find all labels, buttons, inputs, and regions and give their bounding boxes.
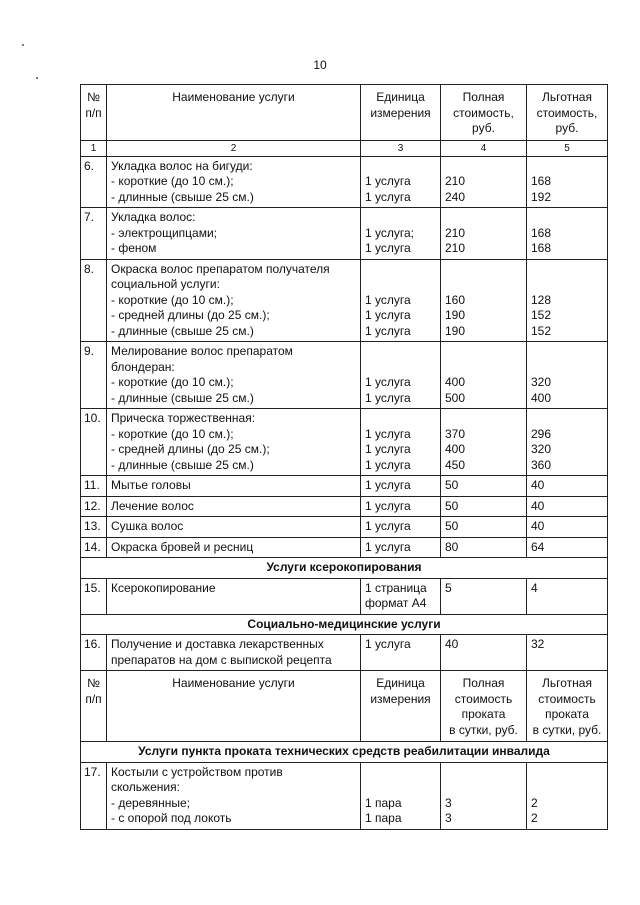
cell-line: 12. <box>84 498 101 513</box>
service-name <box>107 517 361 538</box>
cell-line: Лечение волос <box>111 498 194 513</box>
cell-line: Укладка волос: <box>111 210 196 224</box>
cell-line: 14. <box>84 539 101 554</box>
cell-line: 10. <box>84 411 101 425</box>
cell-line: 160 <box>445 292 466 307</box>
cell-line: 192 <box>531 189 552 204</box>
line-spacer <box>365 344 436 360</box>
cell-line: Мытье головы <box>111 478 191 492</box>
cell-line: 1 пара <box>365 811 402 825</box>
unit-cell <box>361 578 441 614</box>
line-spacer <box>365 210 436 226</box>
cell-line: 370 <box>445 426 466 441</box>
cell-line: № <box>87 90 100 104</box>
row-num <box>81 156 107 208</box>
cell-line: 3 <box>397 142 404 154</box>
full-price <box>441 537 527 558</box>
column-index-4 <box>441 140 527 156</box>
line-spacer <box>445 765 522 781</box>
cell-line: стоимость, <box>536 105 598 120</box>
cell-line: 1 услуга <box>365 241 411 255</box>
cell-line: 1 услуга <box>365 498 411 513</box>
line-spacer <box>531 262 603 278</box>
scan-speck <box>36 77 38 79</box>
header-unit <box>361 671 441 742</box>
line-spacer <box>365 765 436 781</box>
cell-line: 320 <box>531 375 552 389</box>
line-spacer <box>531 411 603 427</box>
cell-line: 17. <box>84 764 101 779</box>
cell-line: 1 услуга <box>365 426 411 441</box>
section-rental <box>81 742 608 763</box>
cell-line: 50 <box>445 478 459 492</box>
cell-line: Льготная <box>542 676 592 690</box>
section-medical <box>81 614 608 635</box>
service-name <box>107 259 361 342</box>
cell-line: 152 <box>531 308 552 322</box>
service-name <box>107 578 361 614</box>
cell-line: 1 услуга <box>365 323 411 338</box>
cell-line: 210 <box>445 174 466 188</box>
full-price <box>441 476 527 497</box>
cell-line: 400 <box>445 375 466 389</box>
cell-line: 40 <box>531 498 545 513</box>
cell-line: 32 <box>531 637 545 651</box>
cell-line: 152 <box>531 323 552 338</box>
line-spacer <box>445 159 522 175</box>
cell-line: Сушка волос <box>111 519 184 533</box>
cell-line: 8. <box>84 261 95 276</box>
table-row <box>81 762 608 829</box>
line-spacer <box>531 765 603 781</box>
cell-line: препаратов на дом с выпиской рецепта <box>111 652 332 667</box>
price-table <box>80 84 608 830</box>
cell-line: - деревянные; <box>111 795 190 810</box>
cell-line: 168 <box>531 174 552 188</box>
cell-line: стоимость, <box>453 105 514 120</box>
cell-line: Льготная <box>542 90 592 104</box>
cell-line: 450 <box>445 457 466 472</box>
row-num <box>81 496 107 517</box>
cell-line: 1 услуга <box>365 457 411 472</box>
line-spacer <box>365 262 436 278</box>
column-index-5 <box>527 140 608 156</box>
unit-cell <box>361 517 441 538</box>
cell-line: - средней длины (до 25 см.); <box>111 442 270 456</box>
line-spacer <box>531 277 603 293</box>
cell-line: социальной услуги: <box>111 277 220 291</box>
cell-line: Укладка волос на бигуди: <box>111 158 253 173</box>
cell-line: 320 <box>531 442 552 456</box>
cell-line: 1 услуга <box>365 375 411 389</box>
cell-line: 4 <box>480 142 487 154</box>
cell-line: 1 <box>90 142 97 154</box>
column-index-1 <box>81 140 107 156</box>
discount-price <box>527 208 608 260</box>
column-index-2 <box>107 140 361 156</box>
cell-line: Наименование услуги <box>172 676 295 690</box>
discount-price <box>527 476 608 497</box>
cell-line: - средней длины (до 25 см.); <box>111 308 270 322</box>
discount-price <box>527 537 608 558</box>
service-name <box>107 409 361 476</box>
cell-line: 1 услуга <box>365 442 411 456</box>
cell-line: 1 услуга <box>365 390 411 405</box>
table-row <box>81 208 608 260</box>
cell-line: измерения <box>370 691 431 706</box>
row-num <box>81 208 107 260</box>
row-num <box>81 762 107 829</box>
cell-line: - короткие (до 10 см.); <box>111 174 234 188</box>
cell-line: 128 <box>531 292 552 307</box>
table-row <box>81 635 608 671</box>
line-spacer <box>531 344 603 360</box>
cell-line: 4 <box>531 580 538 595</box>
cell-line: 1 услуга <box>365 637 411 651</box>
cell-line: 1 услуга <box>365 519 411 533</box>
discount-price <box>527 517 608 538</box>
cell-line: 1 услуга <box>365 174 411 188</box>
cell-line: 2 <box>531 811 538 825</box>
service-name <box>107 762 361 829</box>
cell-line: - длинные (свыше 25 см.) <box>111 457 254 472</box>
cell-line: Единица <box>376 676 425 690</box>
section-rental-title: Услуги пункта проката технических средств реабилитации инвалида <box>81 742 608 763</box>
cell-line: 296 <box>531 426 552 441</box>
unit-cell <box>361 342 441 409</box>
cell-line: Полная <box>462 90 505 104</box>
column-index-3 <box>361 140 441 156</box>
cell-line: 1 услуга; <box>365 225 414 240</box>
row-num <box>81 409 107 476</box>
cell-line: 3 <box>445 795 452 810</box>
table-row <box>81 517 608 538</box>
unit-cell <box>361 762 441 829</box>
cell-line: измерения <box>370 105 431 120</box>
line-spacer <box>365 277 436 293</box>
cell-line: Прическа торжественная: <box>111 411 256 425</box>
cell-line: 400 <box>445 442 466 456</box>
cell-line: 168 <box>531 241 552 255</box>
unit-cell <box>361 208 441 260</box>
section-xerox <box>81 558 608 579</box>
row-num <box>81 342 107 409</box>
table-row <box>81 578 608 614</box>
discount-price <box>527 342 608 409</box>
line-spacer <box>445 210 522 226</box>
full-price <box>441 409 527 476</box>
cell-line: 16. <box>84 637 101 651</box>
full-price <box>441 342 527 409</box>
cell-line: 360 <box>531 457 552 472</box>
cell-line: 5 <box>445 580 452 595</box>
line-spacer <box>365 159 436 175</box>
cell-line: - феном <box>111 241 157 255</box>
full-price <box>441 496 527 517</box>
cell-line: 190 <box>445 308 466 322</box>
service-name <box>107 537 361 558</box>
cell-line: 1 пара <box>365 795 402 810</box>
cell-line: стоимость <box>538 691 596 706</box>
row-num <box>81 259 107 342</box>
cell-line: - длинные (свыше 25 см.) <box>111 390 254 405</box>
cell-line: 1 услуга <box>365 478 411 492</box>
header-num <box>81 671 107 742</box>
cell-line: 1 услуга <box>365 539 411 554</box>
cell-line: 210 <box>445 225 466 240</box>
scan-speck <box>22 44 24 46</box>
cell-line: в сутки, руб. <box>449 722 518 737</box>
full-price <box>441 578 527 614</box>
unit-cell <box>361 409 441 476</box>
line-spacer <box>365 411 436 427</box>
full-price <box>441 517 527 538</box>
table-row <box>81 409 608 476</box>
cell-line: блондеран: <box>111 359 175 374</box>
full-price <box>441 635 527 671</box>
service-name <box>107 635 361 671</box>
line-spacer <box>445 344 522 360</box>
unit-cell <box>361 496 441 517</box>
cell-line: Окраска бровей и ресниц <box>111 539 254 554</box>
cell-line: - с опорой под локоть <box>111 811 232 825</box>
service-name <box>107 156 361 208</box>
discount-price <box>527 259 608 342</box>
section-xerox-title: Услуги ксерокопирования <box>81 558 608 579</box>
full-price <box>441 259 527 342</box>
full-price <box>441 762 527 829</box>
cell-line: 5 <box>564 142 570 154</box>
line-spacer <box>531 780 603 796</box>
cell-line: скольжения: <box>111 780 180 794</box>
full-price <box>441 156 527 208</box>
cell-line: проката <box>461 707 506 721</box>
cell-line: - длинные (свыше 25 см.) <box>111 323 254 338</box>
cell-line: 1 услуга <box>365 308 411 322</box>
cell-line: - длинные (свыше 25 см.) <box>111 189 254 204</box>
table-row <box>81 259 608 342</box>
service-name <box>107 476 361 497</box>
cell-line: Единица <box>376 90 425 104</box>
discount-price <box>527 578 608 614</box>
unit-cell <box>361 259 441 342</box>
service-name <box>107 496 361 517</box>
cell-line: 210 <box>445 241 466 255</box>
discount-price <box>527 409 608 476</box>
cell-line: - электрощипцами; <box>111 225 218 240</box>
table-row <box>81 156 608 208</box>
cell-line: 1 услуга <box>365 292 411 307</box>
header-name <box>107 671 361 742</box>
unit-cell <box>361 537 441 558</box>
cell-line: 240 <box>445 189 466 204</box>
cell-line: проката <box>545 707 589 721</box>
header-row <box>81 85 608 141</box>
cell-line: руб. <box>555 121 579 135</box>
cell-line: 168 <box>531 225 552 240</box>
cell-line: Наименование услуги <box>172 90 295 104</box>
page-number: 10 <box>313 58 327 72</box>
cell-line: Костыли с устройством против <box>111 764 283 779</box>
cell-line: 7. <box>84 210 95 224</box>
cell-line: - короткие (до 10 см.); <box>111 375 234 389</box>
line-spacer <box>445 780 522 796</box>
cell-line: руб. <box>472 121 495 135</box>
cell-line: 80 <box>445 539 459 554</box>
cell-line: 6. <box>84 158 95 173</box>
cell-line: 64 <box>531 539 545 554</box>
cell-line: Ксерокопирование <box>111 580 216 595</box>
table-row <box>81 496 608 517</box>
cell-line: 40 <box>531 519 545 533</box>
header-num <box>81 85 107 141</box>
table-row <box>81 537 608 558</box>
cell-line: 2 <box>531 795 538 810</box>
cell-line: 13. <box>84 519 101 533</box>
line-spacer <box>445 360 522 376</box>
discount-price <box>527 496 608 517</box>
table-row <box>81 342 608 409</box>
cell-line: - короткие (до 10 см.); <box>111 292 234 307</box>
cell-line: Мелирование волос препаратом <box>111 344 293 358</box>
service-name <box>107 342 361 409</box>
row-num <box>81 517 107 538</box>
header-unit <box>361 85 441 141</box>
cell-line: 500 <box>445 390 466 405</box>
cell-line: 1 страница <box>365 580 427 595</box>
cell-line: Полная <box>462 676 505 690</box>
unit-cell <box>361 156 441 208</box>
cell-line: № <box>87 676 100 690</box>
cell-line: п/п <box>85 691 102 706</box>
cell-line: в сутки, руб. <box>532 722 602 737</box>
full-price <box>441 208 527 260</box>
header-row-rental <box>81 671 608 742</box>
cell-line: 50 <box>445 498 459 513</box>
cell-line: формат А4 <box>365 596 427 610</box>
unit-cell <box>361 635 441 671</box>
cell-line: 9. <box>84 344 95 358</box>
table-row <box>81 476 608 497</box>
section-medical-title: Социально-медицинские услуги <box>81 614 608 635</box>
row-num <box>81 476 107 497</box>
header-name <box>107 85 361 141</box>
cell-line: Получение и доставка лекарственных <box>111 637 324 651</box>
line-spacer <box>365 360 436 376</box>
cell-line: 40 <box>531 478 545 492</box>
header-full <box>441 85 527 141</box>
line-spacer <box>531 159 603 175</box>
cell-line: 1 услуга <box>365 189 411 204</box>
row-num <box>81 537 107 558</box>
discount-price <box>527 156 608 208</box>
cell-line: 2 <box>230 142 237 154</box>
header-discount <box>527 85 608 141</box>
header-full <box>441 671 527 742</box>
discount-price <box>527 635 608 671</box>
cell-line: п/п <box>85 105 102 120</box>
row-num <box>81 635 107 671</box>
cell-line: 11. <box>84 478 100 492</box>
cell-line: 190 <box>445 323 466 338</box>
cell-line: 400 <box>531 390 552 405</box>
service-name <box>107 208 361 260</box>
line-spacer <box>445 411 522 427</box>
cell-line: - короткие (до 10 см.); <box>111 426 234 441</box>
header-discount <box>527 671 608 742</box>
cell-line: 15. <box>84 580 101 595</box>
cell-line: 40 <box>445 637 459 651</box>
line-spacer <box>531 210 603 226</box>
cell-line: 3 <box>445 811 452 825</box>
column-index-row <box>81 140 608 156</box>
line-spacer <box>365 780 436 796</box>
cell-line: Окраска волос препаратом получателя <box>111 261 330 276</box>
line-spacer <box>531 360 603 376</box>
cell-line: 50 <box>445 519 459 533</box>
cell-line: стоимость <box>454 691 513 706</box>
discount-price <box>527 762 608 829</box>
row-num <box>81 578 107 614</box>
unit-cell <box>361 476 441 497</box>
line-spacer <box>445 262 522 278</box>
line-spacer <box>445 277 522 293</box>
